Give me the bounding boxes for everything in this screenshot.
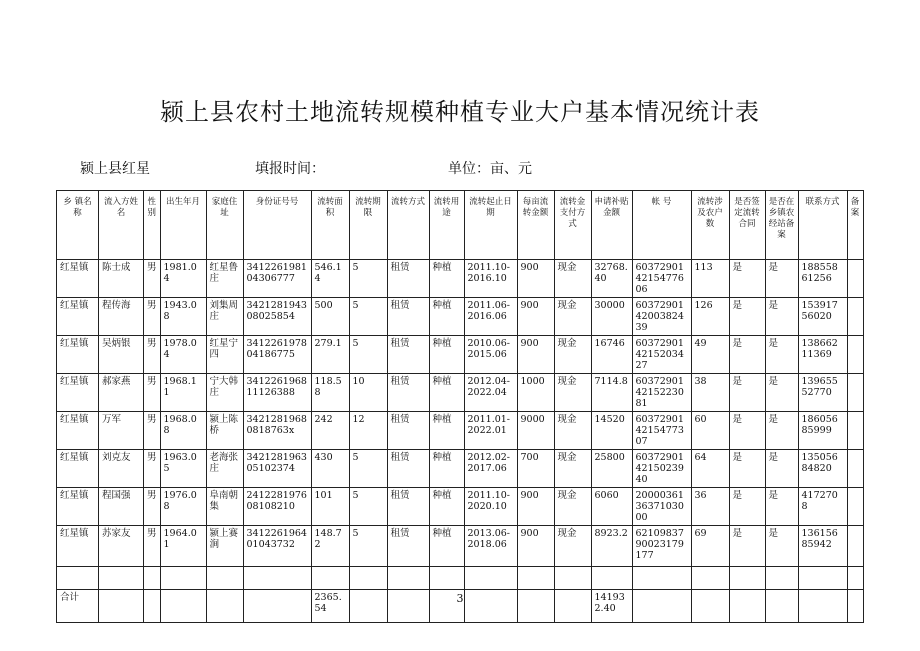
table-cell: 60 (691, 412, 729, 450)
column-header: 流转起止日期 (464, 191, 517, 260)
table-cell (591, 567, 632, 590)
column-header: 流转面积 (311, 191, 349, 260)
table-cell: 种植 (429, 298, 464, 336)
table-cell: 279.1 (311, 336, 349, 374)
column-header: 乡 镇名 称 (57, 191, 99, 260)
table-cell: 男 (144, 336, 161, 374)
table-cell: 现金 (554, 488, 591, 526)
table-cell: 男 (144, 260, 161, 298)
table-cell: 2011.01-2022.01 (464, 412, 517, 450)
total-area: 2365.54 (311, 590, 349, 623)
table-cell: 是 (765, 374, 798, 412)
table-cell: 颍上赛涧 (206, 526, 243, 567)
column-header: 家庭住址 (206, 191, 243, 260)
table-cell: 是 (765, 260, 798, 298)
table-cell: 是 (765, 412, 798, 450)
table-row (57, 450, 864, 488)
table-cell: 1976.08 (160, 488, 206, 526)
table-body (57, 260, 864, 623)
table-cell: 红星镇 (57, 488, 99, 526)
table-cell: 是 (729, 298, 765, 336)
table-cell: 16746 (591, 336, 632, 374)
table-cell: 是 (729, 412, 765, 450)
table-row (57, 374, 864, 412)
table-cell: 种植 (429, 336, 464, 374)
table-cell: 陈士成 (99, 260, 144, 298)
table-cell: 2011.10-2016.10 (464, 260, 517, 298)
table-cell: 5 (349, 488, 387, 526)
table-cell: 38 (691, 374, 729, 412)
table-cell: 是 (729, 374, 765, 412)
table-cell: 种植 (429, 412, 464, 450)
table-cell (144, 567, 161, 590)
table-cell: 租赁 (387, 526, 429, 567)
table-cell (847, 260, 863, 298)
table-row (57, 260, 864, 298)
table-cell: 宁大韩庄 (206, 374, 243, 412)
table-cell: 刘集周庄 (206, 298, 243, 336)
table-cell: 红星宁四 (206, 336, 243, 374)
table-cell (554, 567, 591, 590)
table-cell: 2010.06-2015.06 (464, 336, 517, 374)
table-cell (57, 567, 99, 590)
table-cell: 5 (349, 336, 387, 374)
table-cell: 1968.08 (160, 412, 206, 450)
stats-table (56, 190, 864, 623)
column-header: 流转用途 (429, 191, 464, 260)
table-cell (847, 488, 863, 526)
column-header: 身份证号号 (243, 191, 311, 260)
table-cell: 5 (349, 526, 387, 567)
table-cell: 是 (765, 298, 798, 336)
table-cell: 红星镇 (57, 526, 99, 567)
table-cell: 现金 (554, 336, 591, 374)
table-cell: 红星镇 (57, 336, 99, 374)
table-cell: 红星镇 (57, 412, 99, 450)
table-cell: 34212819680818763x (243, 412, 311, 450)
table-cell (349, 567, 387, 590)
table-cell: 是 (729, 488, 765, 526)
table-cell (847, 450, 863, 488)
table-cell: 49 (691, 336, 729, 374)
total-subsidy: 141932.40 (591, 590, 632, 623)
table-cell: 租赁 (387, 260, 429, 298)
table-cell: 2011.10-2020.10 (464, 488, 517, 526)
table-cell: 13615685942 (798, 526, 847, 567)
table-cell: 603729014200382439 (632, 298, 691, 336)
table-cell (847, 374, 863, 412)
table-cell: 现金 (554, 374, 591, 412)
table-cell: 900 (517, 488, 554, 526)
table-cell: 603729014215203427 (632, 336, 691, 374)
table-cell: 苏家友 (99, 526, 144, 567)
table-cell: 1968.11 (160, 374, 206, 412)
column-header: 流入方姓名 (99, 191, 144, 260)
table-cell (765, 567, 798, 590)
table-cell: 万军 (99, 412, 144, 450)
table-cell: 546.14 (311, 260, 349, 298)
table-cell: 租赁 (387, 488, 429, 526)
area-label: 颍上县红星 (80, 161, 150, 177)
table-cell: 租赁 (387, 298, 429, 336)
column-header: 是否签定流转合同 (729, 191, 765, 260)
table-row (57, 526, 864, 567)
column-header: 帐 号 (632, 191, 691, 260)
table-cell: 1963.05 (160, 450, 206, 488)
table-cell (847, 567, 863, 590)
table-cell: 5 (349, 450, 387, 488)
table-cell: 是 (765, 336, 798, 374)
table-cell: 2012.04-2022.04 (464, 374, 517, 412)
column-header: 流转金支付方式 (554, 191, 591, 260)
table-cell: 101 (311, 488, 349, 526)
table-cell: 颍上陈桥 (206, 412, 243, 450)
table-cell: 900 (517, 336, 554, 374)
total-label: 合计 (57, 590, 99, 623)
table-cell: 现金 (554, 260, 591, 298)
table-cell: 是 (729, 336, 765, 374)
table-cell: 603729014215223081 (632, 374, 691, 412)
table-cell: 241228197608108210 (243, 488, 311, 526)
table-row (57, 336, 864, 374)
column-header: 备案 (847, 191, 863, 260)
column-header: 每亩流转金额 (517, 191, 554, 260)
table-cell: 1000 (517, 374, 554, 412)
column-header: 流转方式 (387, 191, 429, 260)
column-header: 流转涉及农户数 (691, 191, 729, 260)
table-cell: 118.58 (311, 374, 349, 412)
column-header: 流转期限 (349, 191, 387, 260)
table-cell: 红星镇 (57, 450, 99, 488)
column-header: 联系方式 (798, 191, 847, 260)
table-cell (632, 567, 691, 590)
table-cell: 是 (765, 526, 798, 567)
table-cell: 刘克友 (99, 450, 144, 488)
table-cell: 郝家燕 (99, 374, 144, 412)
table-cell (691, 567, 729, 590)
table-cell: 7114.8 (591, 374, 632, 412)
table-cell: 现金 (554, 412, 591, 450)
table-cell: 341226197804186775 (243, 336, 311, 374)
table-cell: 男 (144, 412, 161, 450)
blank-row (57, 567, 864, 590)
table-cell: 12 (349, 412, 387, 450)
table-cell: 现金 (554, 298, 591, 336)
column-header: 是否在乡镇农经站备案 (765, 191, 798, 260)
table-cell: 900 (517, 260, 554, 298)
table-cell (311, 567, 349, 590)
table-cell: 种植 (429, 526, 464, 567)
table-cell: 男 (144, 526, 161, 567)
table-cell: 603729014215023940 (632, 450, 691, 488)
table-cell: 租赁 (387, 450, 429, 488)
table-cell (387, 567, 429, 590)
table-cell: 红星镇 (57, 374, 99, 412)
table-cell (847, 336, 863, 374)
table-cell: 种植 (429, 450, 464, 488)
table-row (57, 412, 864, 450)
table-cell (847, 298, 863, 336)
table-cell: 18605685999 (798, 412, 847, 450)
table-cell: 种植 (429, 374, 464, 412)
table-cell: 113 (691, 260, 729, 298)
table-cell: 1964.01 (160, 526, 206, 567)
table-cell: 租赁 (387, 374, 429, 412)
table-cell: 700 (517, 450, 554, 488)
table-cell: 14520 (591, 412, 632, 450)
table-cell: 1981.04 (160, 260, 206, 298)
table-cell: 是 (765, 488, 798, 526)
header-row (57, 191, 864, 260)
table-cell: 900 (517, 298, 554, 336)
table-cell (206, 567, 243, 590)
fill-time-label: 填报时间： (255, 161, 325, 177)
column-header: 性别 (144, 191, 161, 260)
table-cell: 红星镇 (57, 260, 99, 298)
table-cell: 吴炳银 (99, 336, 144, 374)
table-cell: 69 (691, 526, 729, 567)
table-cell: 种植 (429, 488, 464, 526)
table-cell (517, 567, 554, 590)
table-cell (160, 567, 206, 590)
table-cell (243, 567, 311, 590)
table-cell: 男 (144, 488, 161, 526)
table-cell: 1978.04 (160, 336, 206, 374)
table-cell: 64 (691, 450, 729, 488)
table-cell: 603729014215477606 (632, 260, 691, 298)
table-cell: 36 (691, 488, 729, 526)
unit-label: 单位：亩、元 (448, 161, 532, 177)
table-cell: 红星镇 (57, 298, 99, 336)
table-cell: 32768.40 (591, 260, 632, 298)
table-cell: 2011.06-2016.06 (464, 298, 517, 336)
table-row (57, 488, 864, 526)
table-cell: 126 (691, 298, 729, 336)
table-cell: 342128196305102374 (243, 450, 311, 488)
table-cell: 10 (349, 374, 387, 412)
table-cell: 1943.08 (160, 298, 206, 336)
table-cell: 4172708 (798, 488, 847, 526)
table-cell: 男 (144, 374, 161, 412)
table-cell: 500 (311, 298, 349, 336)
table-cell: 程国强 (99, 488, 144, 526)
table-cell: 男 (144, 298, 161, 336)
table-cell: 5 (349, 260, 387, 298)
table-cell: 341226196811126388 (243, 374, 311, 412)
table-cell: 15391756020 (798, 298, 847, 336)
table-cell: 5 (349, 298, 387, 336)
table-cell (464, 567, 517, 590)
page-number: 3 (456, 592, 464, 605)
table-cell: 148.72 (311, 526, 349, 567)
table-cell: 是 (765, 450, 798, 488)
table-cell: 男 (144, 450, 161, 488)
table-cell (729, 567, 765, 590)
table-cell: 2013.06-2018.06 (464, 526, 517, 567)
table-cell (847, 526, 863, 567)
table-cell: 13965552770 (798, 374, 847, 412)
table-cell (99, 567, 144, 590)
table-cell: 种植 (429, 260, 464, 298)
table-cell (847, 412, 863, 450)
table-cell: 13505684820 (798, 450, 847, 488)
table-cell: 242 (311, 412, 349, 450)
table-cell: 6210983790023179177 (632, 526, 691, 567)
table-cell: 红星鲁庄 (206, 260, 243, 298)
table-cell: 341226196401043732 (243, 526, 311, 567)
table-cell: 9000 (517, 412, 554, 450)
table-cell: 25800 (591, 450, 632, 488)
table-cell: 租赁 (387, 412, 429, 450)
table-cell: 2012.02-2017.06 (464, 450, 517, 488)
table-cell: 现金 (554, 450, 591, 488)
table-cell: 是 (729, 450, 765, 488)
page-title: 颍上县农村土地流转规模种植专业大户基本情况统计表 (160, 98, 760, 126)
table-cell: 8923.2 (591, 526, 632, 567)
table-cell: 18855861256 (798, 260, 847, 298)
table-cell: 342128194308025854 (243, 298, 311, 336)
table-cell: 是 (729, 260, 765, 298)
table-cell: 租赁 (387, 336, 429, 374)
table-cell: 900 (517, 526, 554, 567)
table-cell: 200003613637103000 (632, 488, 691, 526)
column-header: 申请补贴金额 (591, 191, 632, 260)
table-cell: 603729014215477307 (632, 412, 691, 450)
table-cell: 现金 (554, 526, 591, 567)
table-cell: 430 (311, 450, 349, 488)
table-cell: 老海张庄 (206, 450, 243, 488)
table-cell: 是 (729, 526, 765, 567)
table-cell: 13866211369 (798, 336, 847, 374)
table-cell (429, 567, 464, 590)
table-cell: 341226198104306777 (243, 260, 311, 298)
table-cell: 阜南朝集 (206, 488, 243, 526)
table-cell: 程传海 (99, 298, 144, 336)
table-row (57, 298, 864, 336)
table-cell (798, 567, 847, 590)
column-header: 出生年月 (160, 191, 206, 260)
table-cell: 6060 (591, 488, 632, 526)
table-cell: 30000 (591, 298, 632, 336)
